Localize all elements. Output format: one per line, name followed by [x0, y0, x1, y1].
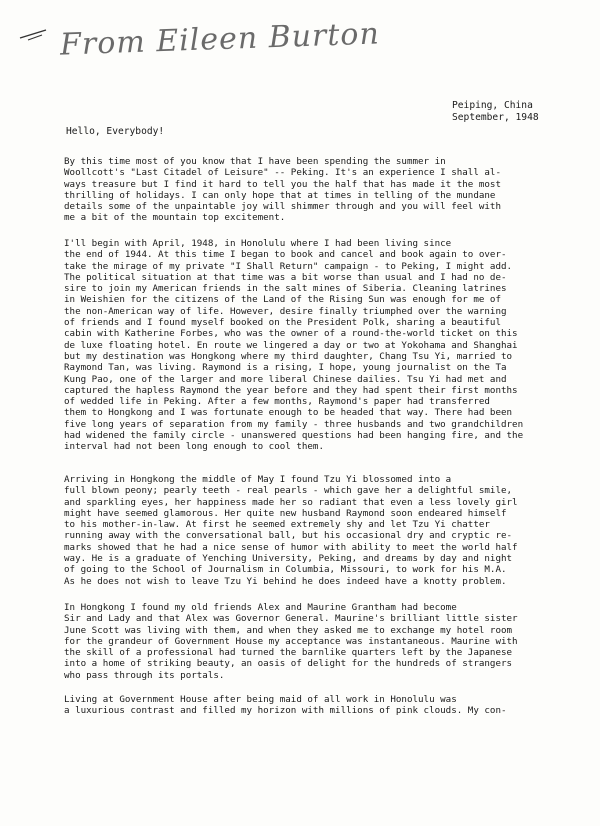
paragraph-4 [64, 602, 542, 681]
paragraph-2 [64, 238, 542, 453]
text-line: five long years of separation from my family - three husbands and two grandchildren [64, 418, 524, 430]
text-line: captured the hapless Raymond the year before and they had spent their first months [64, 384, 518, 396]
pen-mark-icon [18, 24, 52, 44]
text-line: Arriving in Hongkong the middle of May I found Tzu Yi blossomed into a [64, 474, 452, 485]
text-line: full blown peony; pearly teeth - real pearls - which gave her a delightful smile, [64, 485, 513, 497]
text-line: way. He is a graduate of Yenching University, Peking, and dreams by day and night [64, 553, 513, 565]
text-line: in Weishien for the citizens of the Land of the Rising Sun was enough for me of [64, 294, 501, 306]
place-line: Peiping, China [452, 100, 533, 111]
text-line: take the mirage of my private "I Shall Return" campaign - to Peking, I might add. [64, 260, 513, 272]
text-line: Living at Government House after being maid of all work in Honolulu was [64, 694, 457, 705]
text-line: sire to join my American friends in the salt mines of Siberia. Cleaning latrines [64, 283, 507, 295]
text-line: of friends and I found myself booked on the President Polk, sharing a beautiful [64, 317, 501, 329]
text-line: As he does not wish to leave Tzu Yi behind he does indeed have a knotty problem. [64, 575, 507, 587]
text-line: and sparkling eyes, her happiness made her so radiant that even a less lovely girl [64, 496, 518, 508]
paragraph-3 [64, 474, 542, 587]
text-line: of wedded life in Peking. After a few months, Raymond's paper had transferred [64, 396, 490, 408]
text-line: the end of 1944. At this time I began to book and cancel and book again to over- [64, 249, 507, 261]
text-line: who pass through its portals. [64, 669, 225, 681]
text-line: thrilling of holidays. I can only hope that at times in telling of the mundane [64, 189, 496, 201]
text-line: had widened the family circle - unanswered questions had been hanging fire, and the [64, 430, 524, 442]
text-line: The political situation at that time was a bit worse than usual and I had no de- [64, 271, 507, 283]
text-line: In Hongkong I found my old friends Alex and Maurine Grantham had become [64, 602, 457, 613]
date-line: September, 1948 [452, 112, 539, 123]
text-line: me a bit of the mountain top excitement. [64, 212, 286, 224]
text-line: of going to the School of Journalism in Columbia, Missouri, to work for his M.A. [64, 564, 507, 576]
text-line: By this time most of you know that I have been spending the summer in [64, 156, 446, 167]
text-line: to his mother-in-law. At first he seemed extremely shy and let Tzu Yi chatter [64, 519, 490, 531]
text-line: ways treasure but I find it hard to tell you the half that has made it the most [64, 178, 501, 190]
text-line: into a home of striking beauty, an oasis of delight for the hundreds of strangers [64, 658, 513, 670]
text-line: the skill of a professional had turned the barnlike quarters left by the Japanese [64, 647, 513, 659]
dateline [452, 100, 539, 124]
text-line: marks showed that he had a nice sense of humor with ability to meet the world half [64, 541, 518, 553]
text-line: Sir and Lady and that Alex was Governor General. Maurine's brilliant little sister [64, 613, 518, 625]
text-line: a luxurious contrast and filled my horizon with millions of pink clouds. My con- [64, 705, 507, 717]
text-line: Raymond Tan, was living. Raymond is a rising, I hope, young journalist on the Ta [64, 362, 507, 374]
text-line: them to Hongkong and I was fortunate enough to be headed that way. There had been [64, 407, 513, 419]
text-line: Woollcott's "Last Citadel of Leisure" -- Peking. It's an experience I shall al- [64, 167, 501, 179]
text-line: de luxe floating hotel. En route we lingered a day or two at Yokohama and Shanghai [64, 339, 518, 351]
text-line: cabin with Katherine Forbes, who was the owner of a round-the-world ticket on this [64, 328, 518, 340]
text-line: the non-American way of life. However, desire finally triumphed over the warning [64, 305, 507, 317]
text-line: but my destination was Hongkong where my third daughter, Chang Tsu Yi, married to [64, 350, 513, 362]
text-line: for the grandeur of Government House my acceptance was instantaneous. Maurine with [64, 635, 518, 647]
paragraph-1 [64, 156, 542, 224]
text-line: I'll begin with April, 1948, in Honolulu where I had been living since [64, 238, 452, 249]
paragraph-5 [64, 694, 542, 717]
handwritten-note: From Eileen Burton [59, 16, 381, 63]
greeting: Hello, Everybody! [66, 126, 165, 137]
text-line: Kung Pao, one of the larger and more liberal Chinese dailies. Tsu Yi had met and [64, 373, 507, 385]
text-line: interval had not been long enough to cool them. [64, 441, 324, 453]
text-line: running away with the conversational ball, but his occasional dry and cryptic re- [64, 530, 513, 542]
text-line: might have seemed glamorous. Her quite new husband Raymond soon endeared himself [64, 507, 507, 519]
text-line: details some of the unpaintable joy will shimmer through and you will feel with [64, 201, 501, 213]
text-line: June Scott was living with them, and when they asked me to exchange my hotel room [64, 624, 513, 636]
